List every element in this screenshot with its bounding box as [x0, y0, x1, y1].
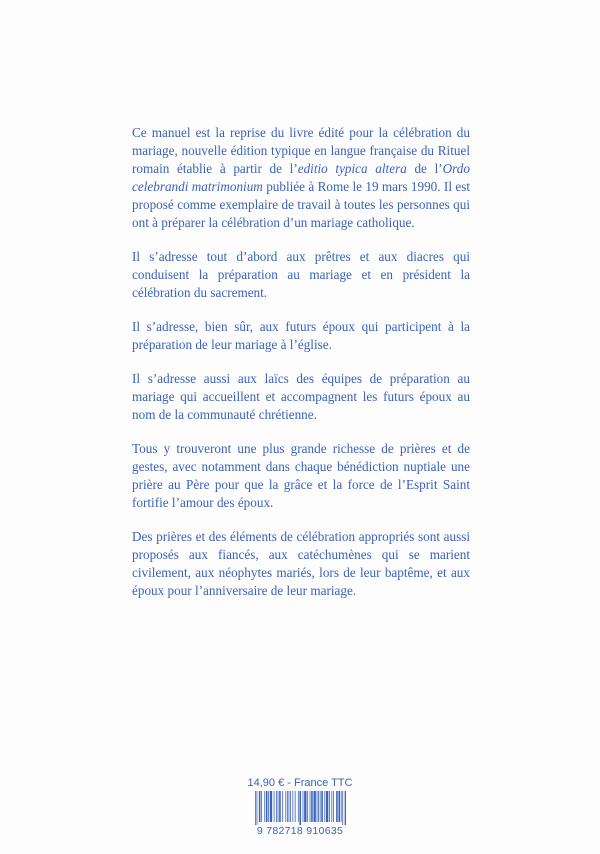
paragraph-laity: Il s’adresse aussi aux laïcs des équipes de préparation au mariage qui accueillent et accompagnent les futurs époux au nom de la communauté chrétienne. — [132, 371, 470, 422]
paragraph-spouses: Il s’adresse, bien sûr, aux futurs époux qui participent à la préparation de leur mariage à l’église. — [132, 319, 470, 352]
intro-italic-2: Ordo celebrandi matrimonium — [132, 161, 470, 194]
barcode-bar — [321, 791, 323, 822]
barcode-bar — [274, 791, 275, 822]
barcode-bar — [298, 791, 299, 822]
intro-italic-1: editio typica altera — [297, 161, 407, 176]
barcode — [254, 791, 346, 837]
barcode-bar — [342, 791, 343, 825]
barcode-bar — [317, 791, 318, 822]
barcode-bar — [338, 791, 340, 822]
barcode-bar — [345, 791, 346, 825]
barcode-bar — [303, 791, 304, 822]
barcode-bar — [285, 791, 286, 822]
barcode-bar — [314, 791, 316, 822]
barcode-bar — [261, 791, 262, 822]
barcode-bar — [259, 791, 261, 822]
barcode-bar — [268, 791, 269, 822]
barcode-bar — [304, 791, 306, 822]
barcode-bar — [270, 791, 272, 822]
barcode-bar — [292, 791, 293, 822]
barcode-bar — [333, 791, 334, 822]
barcode-bar — [266, 791, 268, 822]
barcode-bar — [318, 791, 319, 822]
barcode-bar — [324, 791, 325, 822]
paragraph-prayers: Tous y trouveront une plus grande richesse de prières et de gestes, avec notamment dans chaque bénédiction nuptiale une prière au Père pour que la grâce et la force de l’Esprit Saint fortifie l’amour des époux. — [132, 441, 470, 510]
intro-text-1: Ce manuel est la reprise du livre édité pour la célébration du mariage, nouvelle édition typique en langue française du Rituel romain établie à partir de l’ — [132, 125, 470, 176]
barcode-bar — [287, 791, 288, 822]
paragraph-celebrations: Des prières et des éléments de célébration appropriés sont aussi proposés aux fiancés, aux catéchumènes qui se marient civilement, aux néophytes mariés, lors de leur baptême, et aux époux pour l’anniversaire de leur mariage. — [132, 529, 470, 598]
barcode-bar — [299, 791, 301, 825]
barcode-bar — [341, 791, 342, 822]
barcode-bar — [282, 791, 283, 822]
barcode-bar — [307, 791, 308, 822]
barcode-bar — [331, 791, 332, 822]
barcode-bar — [295, 791, 296, 822]
barcode-bar — [329, 791, 330, 822]
intro-text-2: de l’ — [406, 161, 443, 176]
back-cover-text — [132, 124, 470, 616]
barcode-bar — [257, 791, 258, 825]
barcode-bar — [336, 791, 338, 822]
barcode-bar — [278, 791, 279, 822]
price-label: 14,90 € - France TTC — [247, 777, 353, 789]
barcode-bar — [310, 791, 311, 822]
barcode-bar — [320, 791, 321, 822]
isbn-number: 9 782718 910635 — [256, 825, 344, 837]
barcode-bar — [326, 791, 328, 822]
barcode-bar — [289, 791, 290, 822]
barcode-bar — [276, 791, 277, 822]
barcode-bars — [254, 791, 346, 825]
intro-text-3: publiée à Rome le 19 mars 1990. Il est proposé comme exemplaire de travail à toutes les personnes qui ont à préparer la célébration d’un mariage catholique. — [132, 179, 471, 230]
barcode-bar — [290, 791, 291, 822]
paragraph-priests: Il s’adresse tout d’abord aux prêtres et aux diacres qui conduisent la préparation au mariage et en président la célébration du sacrement. — [132, 249, 470, 300]
barcode-bar — [264, 791, 265, 822]
barcode-bar — [279, 791, 281, 822]
barcode-bar — [255, 791, 256, 825]
intro-paragraph — [132, 124, 470, 232]
barcode-bar — [311, 791, 313, 822]
